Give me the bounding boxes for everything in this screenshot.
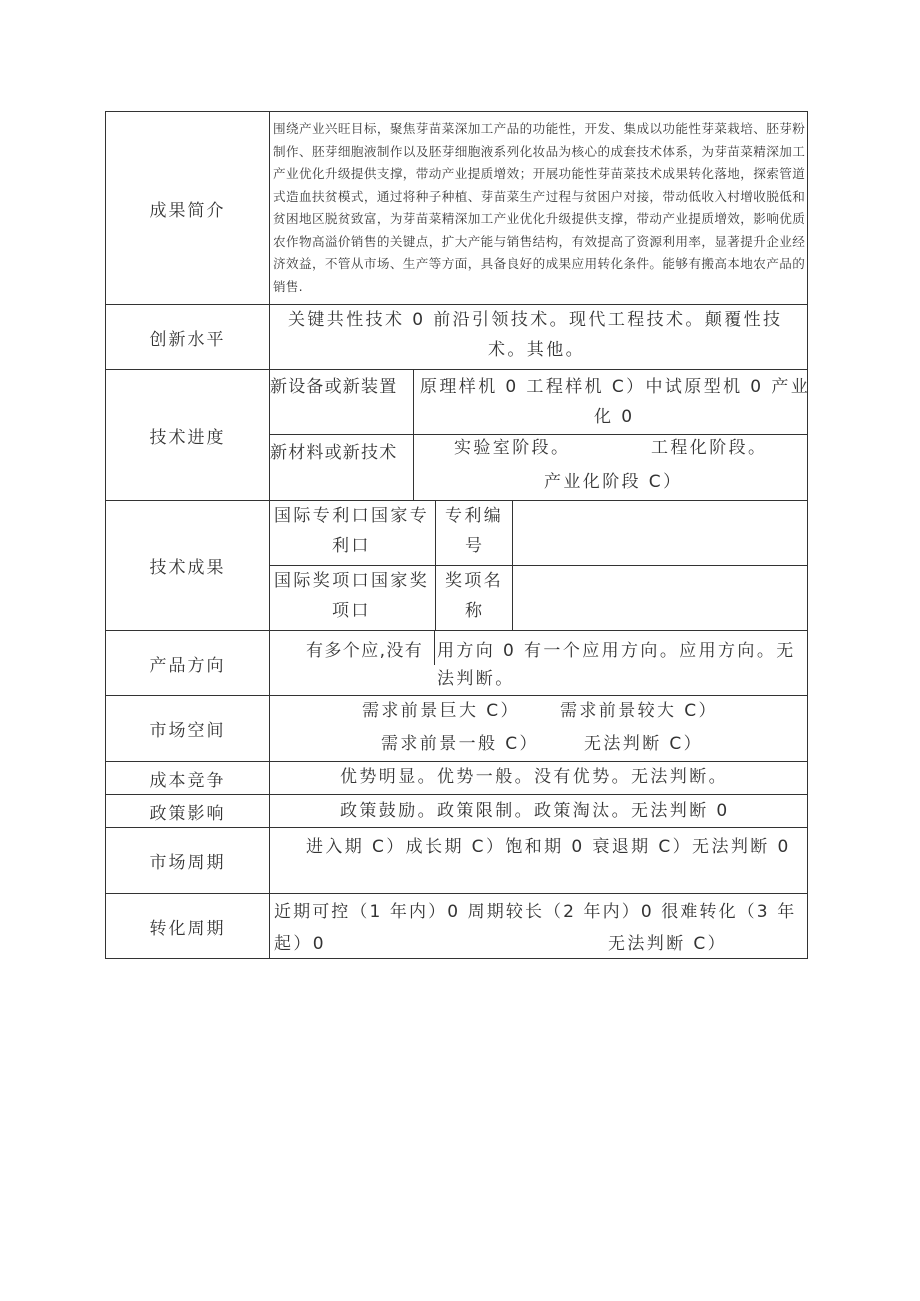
policy-label: 政策影响: [105, 794, 269, 827]
cost-label: 成本竞争: [105, 761, 269, 794]
material-label: 新材料或新技术: [270, 443, 398, 463]
product-direction-line-1b: 用方向 0 有一个应用方向。应用方向。无: [437, 641, 796, 661]
transform-cycle-options: [269, 893, 808, 959]
cost-options: [269, 761, 808, 794]
equipment-label-cell: [269, 369, 413, 434]
summary-label: 成果简介: [105, 111, 269, 304]
market-space-option-3: 需求前景一般 C）: [381, 734, 539, 754]
product-direction-divider: [434, 631, 435, 665]
innovation-line-2: 术。其他。: [488, 340, 585, 360]
award-name-value[interactable]: [512, 565, 808, 630]
innovation-options: [269, 304, 808, 369]
material-label-cell: [269, 434, 413, 500]
policy-options: [269, 794, 808, 827]
market-space-option-1: 需求前景巨大 C）: [362, 701, 520, 721]
patent-number-line-2: 号: [465, 536, 485, 556]
product-direction-line-2: 法判断。: [437, 669, 515, 689]
market-cycle-label: 市场周期: [105, 827, 269, 893]
transform-cycle-line-1: 近期可控（1 年内）0 周期较长（2 年内）0 很难转化（3 年: [274, 902, 797, 922]
equipment-line-2: 化 0: [594, 407, 635, 427]
patent-number-line-1: 专利编: [445, 506, 504, 526]
transform-cycle-label: 转化周期: [105, 893, 269, 959]
market-space-option-2: 需求前景较大 C）: [560, 701, 718, 721]
tech-results-label: 技术成果: [105, 500, 269, 630]
patent-type-line-2: 利口: [332, 536, 371, 556]
product-direction-line-1a: 有多个应,没有: [306, 641, 424, 661]
equipment-options: [413, 369, 811, 434]
award-type-line-2: 项口: [332, 601, 371, 621]
market-space-label: 市场空间: [105, 695, 269, 761]
award-type-cell: [269, 565, 435, 630]
transform-cycle-line-2a: 起）0: [274, 934, 327, 954]
market-cycle-text: 进入期 C）成长期 C）饱和期 0 衰退期 C）无法判断 0: [306, 837, 791, 857]
award-name-label-cell: [435, 565, 512, 630]
award-name-line-1: 奖项名: [445, 571, 504, 591]
cost-text: 优势明显。优势一般。没有优势。无法判断。: [340, 767, 728, 787]
innovation-line-1: 关键共性技术 0 前沿引领技术。现代工程技术。颠覆性技: [288, 310, 783, 330]
market-space-options: [269, 695, 808, 761]
material-stage-2: 工程化阶段。: [651, 438, 768, 458]
patent-type-line-1: 国际专利口国家专: [274, 506, 430, 526]
material-stage-3: 产业化阶段 C）: [544, 472, 683, 492]
award-name-line-2: 称: [465, 601, 485, 621]
patent-type-cell: [269, 500, 435, 565]
equipment-label: 新设备或新装置: [270, 377, 398, 397]
tech-progress-label: 技术进度: [105, 369, 269, 500]
summary-text: 围绕产业兴旺目标，聚焦芽苗菜深加工产品的功能性，开发、集成以功能性芽菜栽培、胚芽粉制作、胚芽细胞液制作以及胚芽细胞液系列化妆品为核心的成套技术体系，为芽苗菜精深加工产业优化升级提供支撑，带动产业提质增效；开展功能性芽苗菜技术成果转化落地，探索管道式造血扶贫模式，通过将种子种植、芽苗菜生产过程与贫困户对接，带动低收入村增收脱低和贫困地区脱贫致富，为芽苗菜精深加工产业优化升级提供支撑，带动产业提质增效，影响优质农作物高溢价销售的关键点，扩大产能与销售结构，有效提高了资源利用率，显著提升企业经济效益，不管从市场、生产等方面，具备良好的成果应用转化条件。能够有搬高本地农产品的销售.: [269, 111, 808, 304]
patent-number-label-cell: [435, 500, 512, 565]
transform-cycle-line-2b: 无法判断 C）: [608, 934, 728, 954]
material-options: [413, 434, 808, 500]
policy-text: 政策鼓励。政策限制。政策淘汰。无法判断 0: [340, 801, 730, 821]
achievement-form: [105, 111, 811, 959]
product-direction-label: 产品方向: [105, 630, 269, 695]
product-direction-options: [269, 630, 808, 695]
patent-number-value[interactable]: [512, 500, 808, 565]
innovation-label: 创新水平: [105, 304, 269, 369]
award-type-line-1: 国际奖项口国家奖: [274, 571, 430, 591]
market-cycle-options: [269, 827, 808, 893]
equipment-line-1: 原理样机 0 工程样机 C）中试原型机 0 产业: [420, 377, 811, 397]
material-stage-1: 实验室阶段。: [454, 438, 571, 458]
market-space-option-4: 无法判断 C）: [584, 734, 704, 754]
